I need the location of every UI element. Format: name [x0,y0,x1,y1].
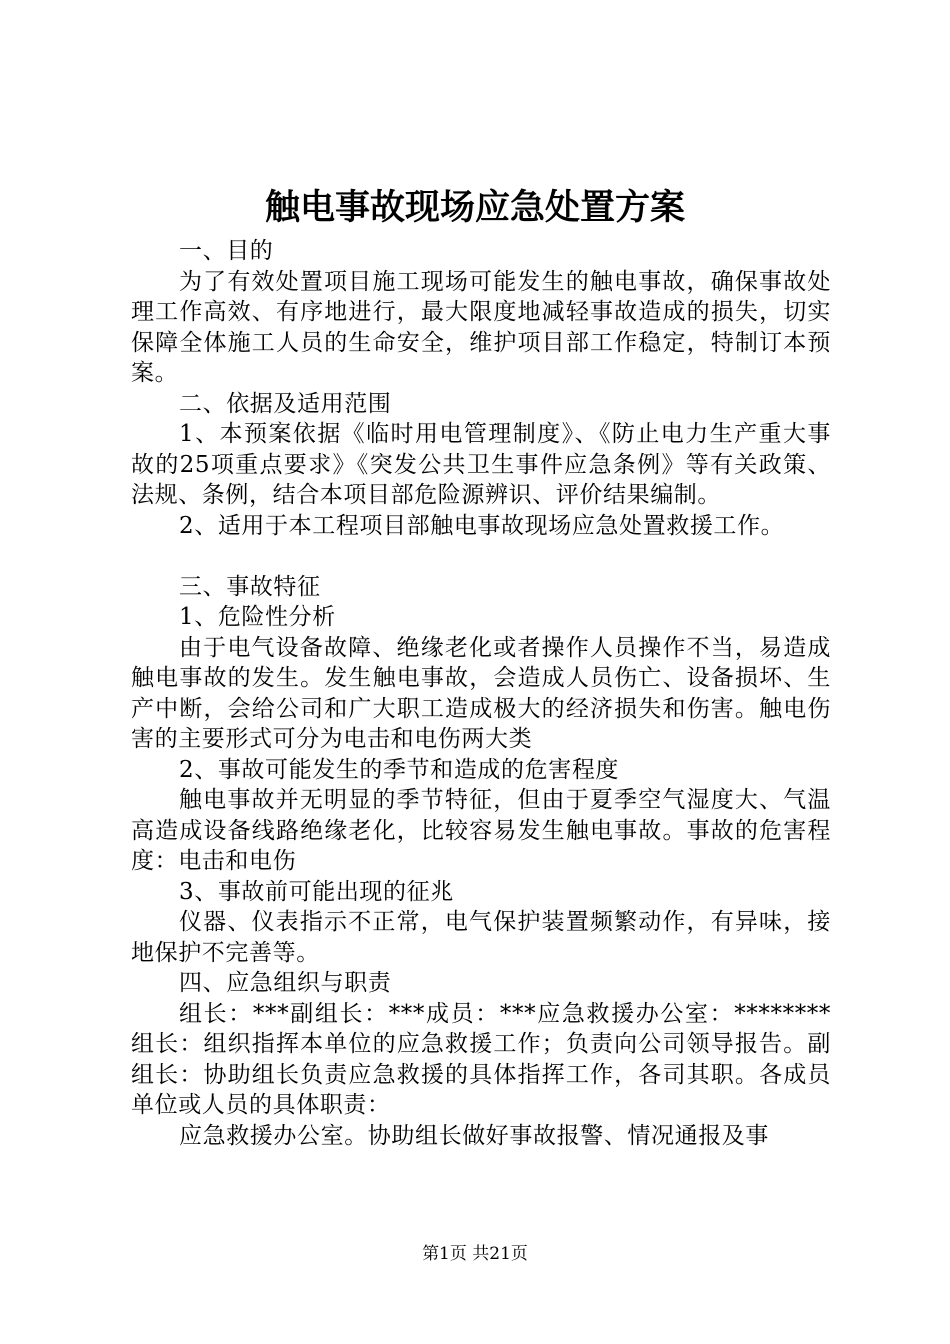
section-heading-accident-features: 三、事故特征 [179,573,321,600]
paragraph-warning-signs: 仪器、仪表指示不正常，电气保护装置频繁动作，有异味，接地保护不完善等。 [131,909,831,966]
page-number: 第1页 共21页 [422,1244,528,1264]
section-heading-purpose: 一、目的 [179,238,274,264]
paragraph-scope: 2、适用于本工程项目部触电事故现场应急处置救援工作。 [179,512,785,539]
section-heading-organization: 四、应急组织与职责 [179,970,392,996]
paragraph-office-duties: 应急救援办公室。协助组长做好事故报警、情况通报及事 [179,1122,769,1149]
section-heading-basis-scope: 二、依据及适用范围 [179,390,392,417]
paragraph-purpose: 为了有效处置项目施工现场可能发生的触电事故，确保事故处理工作高效、有序地进行，最大限度地减轻事故造成的损失，切实保障全体施工人员的生命安全，维护项目部工作稳定，特制订本预案。 [131,268,831,386]
paragraph-risk-analysis: 由于电气设备故障、绝缘老化或者操作人员操作不当，易造成触电事故的发生。发生触电事故，会造成人员伤亡、设备损坏、生产中断，会给公司和广大职工造成极大的经济损失和伤害。触电伤害的主要形式可分为电击和电伤两大类 [131,634,831,752]
blank-line [131,541,831,572]
document-title: 触电事故现场应急处置方案 [264,187,685,228]
subheading-risk-analysis: 1、危险性分析 [179,604,336,630]
paragraph-organization: 组长：***副组长：***成员：***应急救援办公室：********组长：组织指挥本单位的应急救援工作；负责向公司领导报告。副组长：协助组长负责应急救援的具体指挥工作，各司其职。各成员单位或人员的具体职责： [131,1000,831,1118]
document-body [131,236,831,1151]
paragraph-season-severity: 触电事故并无明显的季节特征，但由于夏季空气湿度大、气温高造成设备线路绝缘老化，比较容易发生触电事故。事故的危害程度：电击和电伤 [131,787,831,874]
paragraph-basis: 1、本预案依据《临时用电管理制度》、《防止电力生产重大事故的25项重点要求》《突发公共卫生事件应急条例》等有关政策、法规、条例，结合本项目部危险源辨识、评价结果编制。 [131,421,831,508]
subheading-warning-signs: 3、事故前可能出现的征兆 [179,878,454,905]
subheading-season-severity: 2、事故可能发生的季节和造成的危害程度 [179,756,620,783]
